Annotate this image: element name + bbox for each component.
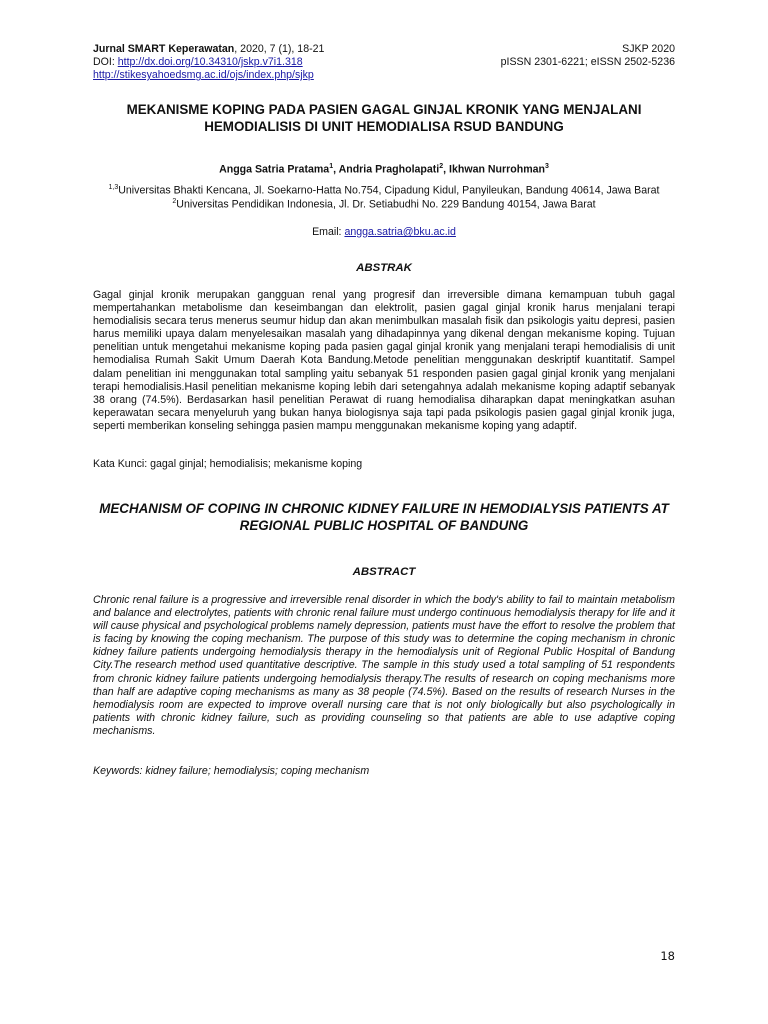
journal-info: , 2020, 7 (1), 18-21 bbox=[234, 43, 325, 55]
author-1-sup: 1 bbox=[329, 163, 334, 170]
title-id-line-2: HEMODIALISIS DI UNIT HEMODIALISA RSUD BANDUNG bbox=[204, 119, 564, 134]
title-indonesian bbox=[93, 101, 675, 135]
journal-name: Jurnal SMART Keperawatan bbox=[93, 43, 235, 55]
page-number: 18 bbox=[660, 949, 675, 963]
abstract-body: Chronic renal failure is a progressive and irreversible renal disorder in which the body's ability to fail to maintain metabolism and balance and electrolytes, patients with chronic renal failure must undergo continuous hemodialysis therapy for life and it will cause physical and psychological problems namely depression, patients must have the effort to resolve the problem that is facing by knowing the coping mechanism. The purpose of this study was to determine the coping mechanism in chronic kidney failure patients undergoing hemodialysis therapy in the hemodialysis unit of Regional Public Hospital of Bandung City.The research method used quantitative descriptive. The sample in this study used a total sampling of 51 respondents from chronic kidney failure patients undergoing hemodialysis therapy.The results of research on coping mechanisms more than half are adaptive coping mechanisms as many as 38 people (74.5%). Based on the results of research Nurses in the hemodialysis room are expected to improve overall nursing care that is not only biologically but also psychologically in patients with chronic kidney failure, such as providing counseling so that patients are able to use adaptive coping mechanisms. bbox=[93, 594, 675, 737]
title-id-line-1: MEKANISME KOPING PADA PASIEN GAGAL GINJAL KRONIK YANG MENJALANI bbox=[126, 102, 642, 117]
email-line bbox=[93, 226, 675, 238]
email-label: Email: bbox=[312, 226, 345, 238]
journal-abbrev: SJKP 2020 bbox=[622, 43, 675, 55]
doi-label: DOI: bbox=[93, 56, 118, 68]
author-list bbox=[93, 163, 675, 176]
journal-header bbox=[93, 43, 324, 82]
journal-citation bbox=[93, 43, 324, 56]
affiliation-1-sup: 1,3 bbox=[108, 184, 119, 191]
title-en-line-1: MECHANISM OF COPING IN CHRONIC KIDNEY FAILURE IN HEMODIALYSIS PATIENTS AT bbox=[99, 501, 669, 516]
author-2: , Andria Pragholapati bbox=[333, 163, 440, 176]
journal-site-link[interactable]: http://stikesyahoedsmg.ac.id/ojs/index.php/sjkp bbox=[93, 69, 314, 81]
author-1: Angga Satria Pratama bbox=[219, 163, 330, 176]
issn-header bbox=[501, 43, 675, 69]
email-link[interactable]: angga.satria@bku.ac.id bbox=[344, 226, 456, 238]
author-2-sup: 2 bbox=[439, 163, 444, 170]
affiliation-1-text: Universitas Bhakti Kencana, Jl. Soekarno-Hatta No.754, Cipadung Kidul, Panyileukan, Bandung 40614, Jawa Barat bbox=[118, 184, 660, 197]
author-3-sup: 3 bbox=[545, 163, 549, 170]
abstract-heading: ABSTRACT bbox=[352, 566, 416, 578]
kata-kunci: Kata Kunci: gagal ginjal; hemodialisis; mekanisme koping bbox=[93, 458, 363, 470]
abstrak-body: Gagal ginjal kronik merupakan gangguan renal yang progresif dan irreversible dimana kemampuan tubuh gagal mempertahankan metabolisme dan keseimbangan dan elektrolit, pasien gagal ginjal kronik harus menjalani terapi hemodialisis secara terus menerus seumur hidup dan akan menimbulkan masalah fisik dan psikologis yaitu depresi, pasien harus memiliki upaya dalam menyelesaikan masalah yang dihadapinnya yang dikenal dengan mekanisme koping. Tujuan penelitian untuk mengetahui mekanisme koping pada pasien gagal ginjal kronik yang menjalani terapi hemodialisis di unit hemodialisa Rumah Sakit Umum Daerah Kota Bandung.Metode penelitian menggunakan deskriptif kuantitatif. Sampel dalam penelitian ini menggunakan total sampling yaitu sebanyak 51 responden pasien gagal ginjal kronik yang menjalani terapi hemodialisis.Hasil penelitian mekanisme koping lebih dari setengahnya adalah mekanisme koping adaptif sebanyak 38 orang (74.5%). Berdasarkan hasil penelitian Perawat di ruang hemodialisa diharapkan dapat meningkatkan asuhan keperawatan secara menyeluruh yang bukan hanya biologisnya saja tapi pada psikologis pasien gagal ginjal kronik juga, seperti memberikan konseling sehingga pasien mampu menggunakan mekanisme koping yang adaptif. bbox=[93, 289, 675, 432]
title-english bbox=[93, 500, 675, 534]
affiliation-2-sup: 2 bbox=[172, 198, 177, 205]
doi-link[interactable]: http://dx.doi.org/10.34310/jskp.v7i1.318 bbox=[117, 56, 303, 68]
doi-line bbox=[93, 56, 324, 69]
site-line bbox=[93, 69, 324, 82]
author-3: , Ikhwan Nurrohman bbox=[443, 163, 545, 176]
affiliation-2-text: Universitas Pendidikan Indonesia, Jl. Dr. Setiabudhi No. 229 Bandung 40154, Jawa Barat bbox=[176, 198, 596, 211]
affiliation-2 bbox=[93, 195, 675, 212]
abstrak-heading: ABSTRAK bbox=[356, 262, 412, 274]
issn-line: pISSN 2301-6221; eISSN 2502-5236 bbox=[500, 56, 675, 68]
title-en-line-2: REGIONAL PUBLIC HOSPITAL OF BANDUNG bbox=[239, 518, 529, 533]
keywords: Keywords: kidney failure; hemodialysis; coping mechanism bbox=[93, 765, 370, 777]
